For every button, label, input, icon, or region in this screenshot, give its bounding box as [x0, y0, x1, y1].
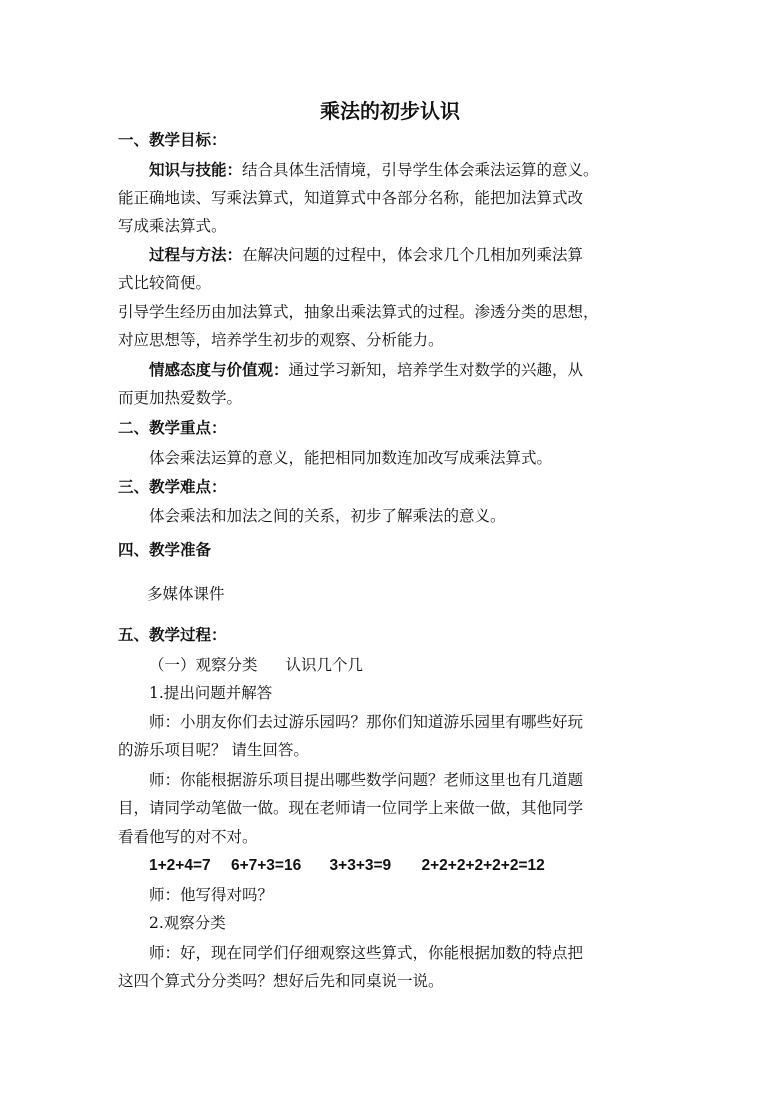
para1-line-2: 的游乐项目呢？ 请生回答。 [118, 741, 309, 759]
formula-row [149, 856, 545, 876]
process-line-4: 对应思想等，培养学生初步的观察、分析能力。 [118, 331, 444, 349]
para1-line-1: 师：小朋友你们去过游乐园吗？那你们知道游乐园里有哪些好玩 [149, 713, 584, 731]
page-title: 乘法的初步认识 [320, 99, 460, 123]
process-line-2: 式比较简便。 [118, 274, 212, 292]
process-label: 过程与方法： [149, 246, 243, 264]
section4-heading: 四、教学准备 [118, 541, 212, 559]
part1-title-b: 认识几个几 [285, 656, 364, 674]
para3-line-2: 这四个算式分分类吗？想好后先和同桌说一说。 [118, 972, 444, 990]
question-1: 师：他写得对吗？ [149, 886, 274, 904]
process-text-1: 在解决问题的过程中，体会求几个几相加列乘法算 [242, 246, 584, 264]
knowledge-line-1 [149, 160, 599, 180]
process-line-3: 引导学生经历由加法算式，抽象出乘法算式的过程。渗透分类的思想， [118, 303, 599, 321]
section5-heading: 五、教学过程： [118, 626, 227, 644]
formula-1: 1+2+4=7 [149, 857, 211, 874]
emotion-line-1 [149, 360, 583, 380]
section2-text: 体会乘法运算的意义，能把相同加数连加改写成乘法算式。 [149, 449, 553, 467]
part1-title-a: （一）观察分类 [149, 656, 258, 674]
section2-heading: 二、教学重点： [118, 419, 227, 437]
section3-heading: 三、教学难点： [118, 478, 227, 496]
section3-text: 体会乘法和加法之间的关系，初步了解乘法的意义。 [149, 507, 506, 525]
emotion-label: 情感态度与价值观： [149, 361, 289, 379]
knowledge-line-3: 写成乘法算式。 [118, 217, 227, 235]
step1-title: 1.提出问题并解答 [149, 684, 273, 702]
formula-2: 6+7+3=16 [230, 857, 302, 874]
para2-line-2: 目，请同学动笔做一做。现在老师请一位同学上来做一做，其他同学 [118, 799, 584, 817]
knowledge-label: 知识与技能： [149, 161, 243, 179]
section1-heading: 一、教学目标： [118, 131, 227, 149]
emotion-line-2: 而更加热爱数学。 [118, 389, 243, 407]
knowledge-line-2: 能正确地读、写乘法算式，知道算式中各部分名称，能把加法算式改 [118, 189, 584, 207]
section4-text: 多媒体课件 [147, 585, 225, 603]
para2-line-3: 看看他写的对不对。 [118, 828, 258, 846]
step2-title: 2.观察分类 [149, 914, 226, 932]
part1-title [149, 655, 363, 675]
formula-3: 3+3+3=9 [329, 857, 392, 874]
para2-line-1: 师：你能根据游乐项目提出哪些数学问题？老师这里也有几道题 [149, 771, 584, 789]
process-line-1 [149, 245, 583, 265]
formula-4: 2+2+2+2+2+2=12 [421, 857, 545, 874]
para3-line-1: 师：好，现在同学们仔细观察这些算式，你能根据加数的特点把 [149, 944, 584, 962]
emotion-text-1: 通过学习新知，培养学生对数学的兴趣，从 [288, 361, 584, 379]
knowledge-text-1: 结合具体生活情境，引导学生体会乘法运算的意义。 [242, 161, 599, 179]
